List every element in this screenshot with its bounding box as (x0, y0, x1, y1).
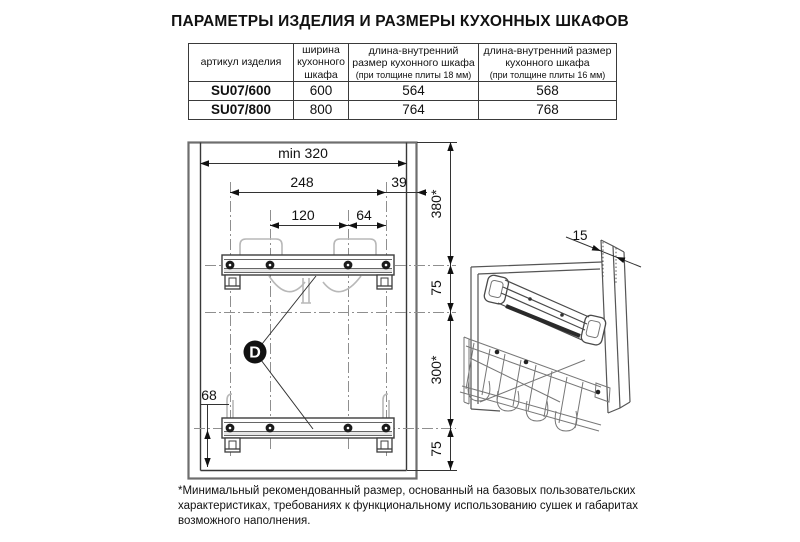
dim-label-300: 300* (428, 355, 444, 385)
col-header-width-label: ширина кухонного шкафа (297, 44, 345, 81)
footnote (178, 484, 638, 530)
detail-view (460, 228, 641, 431)
dimension-39 (386, 174, 427, 196)
cell-article: SU07/800 (189, 101, 294, 120)
footnote-line: *Минимальный рекомендованный размер, основанный на базовых пользовательских (178, 485, 636, 497)
dimension-15 (566, 228, 641, 283)
dim-label-248: 248 (290, 174, 314, 190)
cell-length-18: 564 (349, 82, 479, 101)
col-header-length-16-note: (при толщине плиты 16 мм) (489, 69, 606, 80)
dim-label-15: 15 (572, 228, 588, 243)
table-row (189, 82, 617, 101)
dim-label-39: 39 (391, 174, 407, 190)
table-row (189, 101, 617, 120)
col-header-length-18-label: длина-внутренний размер кухонного шкафа (352, 44, 475, 70)
detail-marker-label: D (249, 344, 261, 362)
cell-length-16: 568 (479, 82, 617, 101)
detail-dish-rack (460, 337, 610, 431)
page-title: ПАРАМЕТРЫ ИЗДЕЛИЯ И РАЗМЕРЫ КУХОННЫХ ШКАФОВ (171, 13, 629, 30)
col-header-article-label: артикул изделия (200, 56, 282, 69)
col-header-length-18 (349, 44, 479, 82)
cell-length-18: 764 (349, 101, 479, 120)
col-header-length-16 (479, 44, 617, 82)
cell-length-16: 768 (479, 101, 617, 120)
dim-label-380: 380* (428, 189, 444, 219)
table-header-row (189, 44, 617, 82)
col-header-article (189, 44, 294, 82)
cell-width: 600 (294, 82, 349, 101)
col-header-length-16-label: длина-внутренний размер кухонного шкафа (483, 44, 612, 70)
footnote-line: возможного наполнения. (178, 515, 311, 528)
dim-label-68: 68 (201, 387, 217, 403)
dim-label-75-top: 75 (428, 280, 444, 296)
col-header-length-18-note: (при толщине плиты 18 мм) (355, 69, 472, 80)
cell-width: 800 (294, 101, 349, 120)
footnote-line: характеристиках, требованиях к функциональному использованию сушек и габаритах (178, 500, 638, 513)
dim-label-64: 64 (356, 207, 372, 223)
cell-article: SU07/600 (189, 82, 294, 101)
dim-label-120: 120 (291, 207, 315, 223)
dim-label-min320: min 320 (278, 145, 328, 161)
product-spec-table (188, 43, 617, 120)
col-header-width (294, 44, 349, 82)
main-drawing (189, 142, 458, 479)
detail-mounting-rail (483, 274, 607, 346)
dim-label-75-bottom: 75 (428, 441, 444, 457)
